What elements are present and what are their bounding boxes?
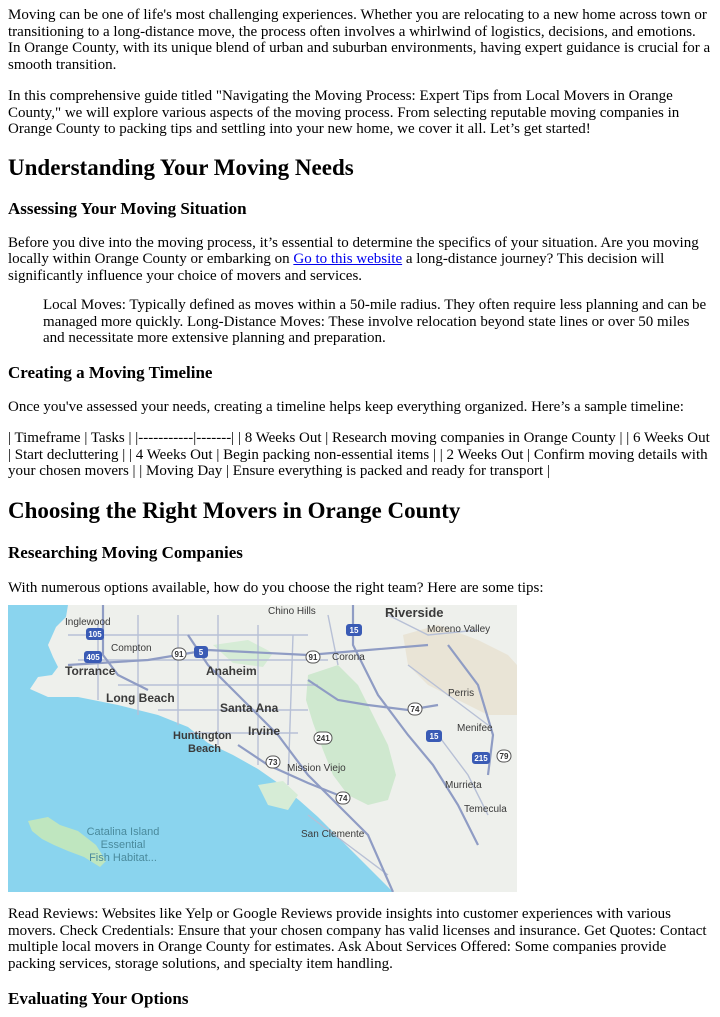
- moves-blockquote: Local Moves: Typically defined as moves within a 50-mile radius. They often require less planning and can be managed more quickly. Long-Distance Moves: These involve relocation beyond state lines or over 50 miles and necessitate more extensive planning and preparation.: [43, 297, 707, 346]
- subheading-evaluating: Evaluating Your Options: [8, 989, 189, 1008]
- map-city-label: Compton: [111, 643, 152, 654]
- shield-label: 15: [429, 732, 439, 741]
- intro-paragraph-2: In this comprehensive guide titled "Navigating the Moving Process: Expert Tips from Local Movers in Orange County," we will explore various aspects of the moving process. From selecting reputable moving companies in Orange County to packing tips and settling into your new home, we cover it all. Let’s get started!: [8, 88, 680, 137]
- water-label-line: Essential: [100, 839, 146, 851]
- map-city-label: Huntington: [173, 730, 232, 742]
- shield-label: 405: [86, 653, 100, 662]
- shield-label: 74: [338, 794, 348, 803]
- shield-label: 91: [308, 653, 318, 662]
- shield-label: 91: [174, 650, 184, 659]
- shield-label: 215: [474, 754, 488, 763]
- map-city-label: Beach: [188, 743, 222, 755]
- researching-tips: Read Reviews: Websites like Yelp or Google Reviews provide insights into customer experiences with various movers. Check Credentials: Ensure that your chosen company has valid licenses and insurance. Get Quotes: Contact multiple local movers in Orange County for estimates. Ask About Services Offered: Some companies provide packing services, storage solutions, and specialty item handling.: [8, 906, 707, 972]
- intro-paragraph-1: Moving can be one of life's most challenging experiences. Whether you are relocating to a new home across town or transitioning to a long-distance move, the process often involves a whirlwind of logistics, decisions, and emotions. In Orange County, with its unique blend of urban and suburban environments, having expert guidance is crucial for a smooth transition.: [8, 7, 711, 73]
- section-heading-understanding: Understanding Your Moving Needs: [8, 154, 354, 180]
- map-city-label: Temecula: [464, 804, 507, 815]
- water-label-line: Catalina Island: [86, 826, 160, 838]
- map-city-label: Inglewood: [65, 617, 111, 628]
- map-city-label: Menifee: [457, 723, 493, 734]
- timeline-table-text: | Timeframe | Tasks | |-----------|-------| | 8 Weeks Out | Research moving companies in Orange County | | 6 Weeks Out | Start decluttering | | 4 Weeks Out | Begin packing non-essential items | | 2 Weeks Out | Confirm moving details with your chosen movers | | Moving Day | Ensure everything is packed and ready for transport |: [8, 430, 710, 479]
- map-city-label: Long Beach: [106, 691, 175, 705]
- section-heading-choosing: Choosing the Right Movers in Orange County: [8, 497, 461, 523]
- map-city-label: Anaheim: [206, 664, 257, 678]
- go-to-website-link[interactable]: Go to this website: [293, 251, 403, 267]
- shield-label: 74: [410, 705, 420, 714]
- subheading-assessing: Assessing Your Moving Situation: [8, 198, 247, 218]
- researching-intro: With numerous options available, how do you choose the right team? Here are some tips:: [8, 579, 544, 596]
- assessing-text-after: a long-distance journey? This decision will significantly influence your choice of movers and services.: [8, 251, 665, 284]
- shield-label: 15: [349, 626, 359, 635]
- assessing-text-before: Before you dive into the moving process, it’s essential to determine the specifics of your situation. Are you moving locally within Orange County or embarking on: [8, 234, 699, 267]
- map-city-label: Perris: [448, 688, 475, 699]
- map-city-label: San Clemente: [301, 829, 365, 840]
- map-city-label: Corona: [332, 652, 365, 663]
- shield-label: 73: [268, 758, 278, 767]
- map-city-label: Irvine: [248, 724, 281, 738]
- map-city-label: Moreno Valley: [427, 624, 491, 635]
- map-city-label: Murrieta: [445, 780, 482, 791]
- water-label-line: Fish Habitat...: [89, 852, 157, 864]
- subheading-researching: Researching Moving Companies: [8, 542, 243, 562]
- assessing-paragraph: [8, 235, 712, 285]
- orange-county-map: [8, 605, 517, 892]
- shield-label: 79: [499, 752, 509, 761]
- map-city-label: Santa Ana: [220, 701, 279, 715]
- shield-label: 241: [316, 734, 330, 743]
- map-city-label: Riverside: [385, 605, 444, 620]
- timeline-intro: Once you've assessed your needs, creating a timeline helps keep everything organized. Here’s a sample timeline:: [8, 398, 684, 415]
- map-city-label: Chino Hills: [268, 606, 316, 617]
- shield-label: 5: [198, 648, 204, 657]
- subheading-timeline: Creating a Moving Timeline: [8, 362, 213, 382]
- map-city-label: Torrance: [65, 664, 116, 678]
- shield-label: 105: [88, 630, 102, 639]
- map-city-label: Mission Viejo: [287, 763, 346, 774]
